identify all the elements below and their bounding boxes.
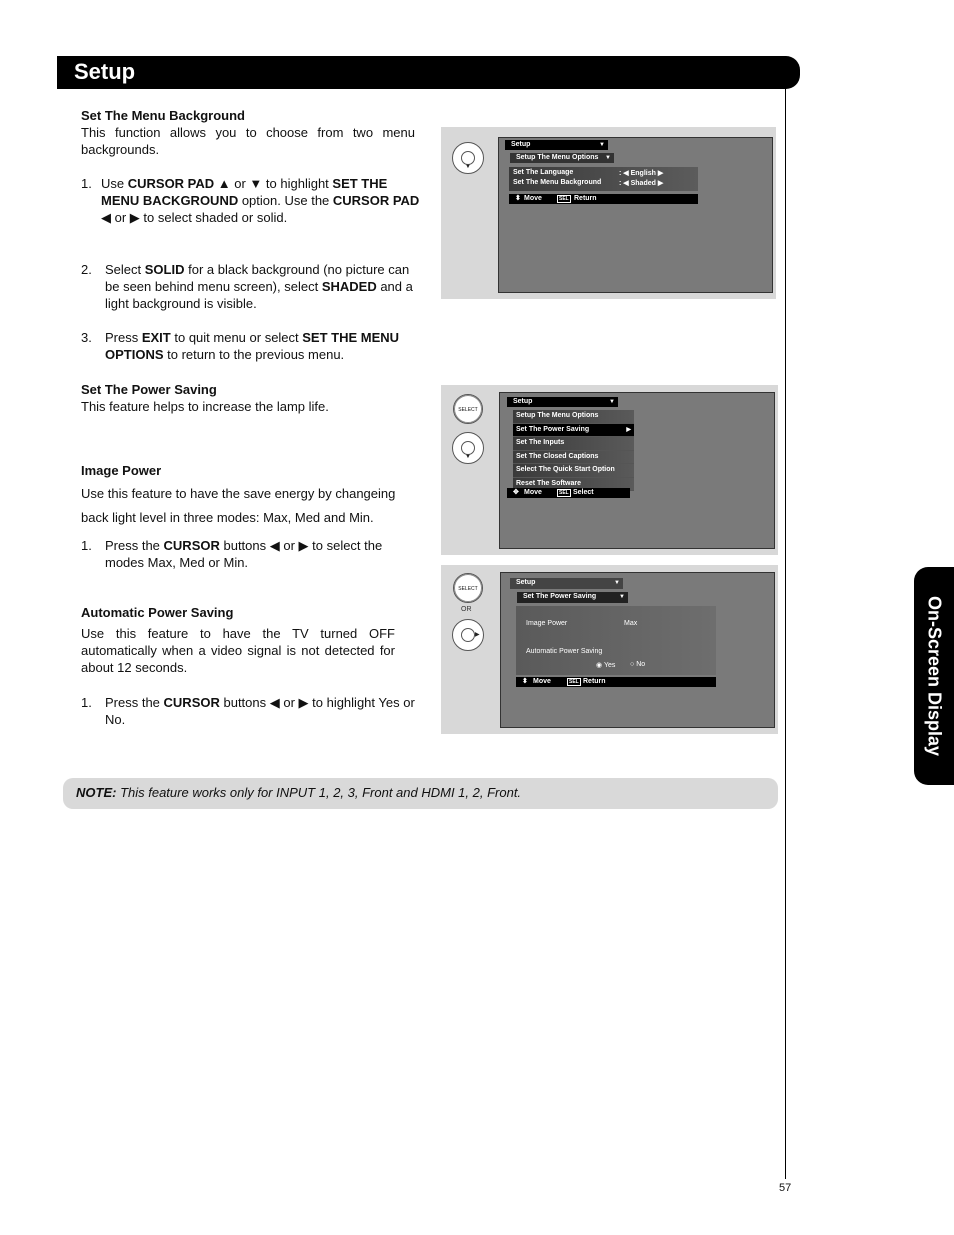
setup-menu-list [513,410,634,491]
vertical-rule [785,89,786,1179]
radio-no[interactable]: ○ No [630,661,646,668]
power-saving-options-panel [516,606,716,675]
move-arrows-icon: ⬍ [522,678,528,685]
move-arrows-icon: ✥ [513,489,519,496]
move-arrows-icon: ⬍ [515,195,521,202]
sel-key-icon: SEL [569,679,579,685]
section-heading-menu-background: Set The Menu Background [81,108,245,123]
step-1-auto-power-saving [81,694,415,730]
image-power-label: Image Power [526,620,568,627]
page-title: Setup [74,59,136,84]
step-1-menu-background [81,175,425,229]
select-button-icon: SELECT [453,573,483,603]
submenu-title-bar: Set The Power Saving ▼ [517,592,628,603]
image-power-value[interactable]: Max [624,620,638,627]
sel-key-icon: SEL [559,196,569,202]
step-text: Select SOLID for a black background (no picture can be seen behind menu screen), select SHADED and a light background is visible. [105,262,413,311]
step-text: Press the CURSOR buttons ◀ or ▶ to highlight Yes or No. [105,695,415,727]
section-intro-auto-power-saving: Use this feature to have the TV turned OFF automatically when a video signal is not detected for about 12 seconds. [81,626,395,675]
menu-footer-bar: ⬍ Move SEL Return [509,194,698,204]
radio-empty-icon: ○ [630,661,635,668]
cursor-pad-icon: ▼ [452,432,484,464]
arrow-right-icon: ▶ [626,426,631,433]
menu-title-bar: Setup ▼ [510,578,623,589]
menu-title-bar: Setup ▼ [507,397,618,407]
page-header-bar [57,56,800,89]
section-intro-image-power-line1: Use this feature to have the save energy by changeing [81,486,396,501]
step-3-menu-background [81,329,421,365]
step-text: Press EXIT to quit menu or select SET THE MENU OPTIONS to return to the previous menu. [105,330,400,362]
step-2-menu-background [81,261,415,315]
section-heading-auto-power-saving: Automatic Power Saving [81,605,234,620]
radio-selected-icon: ◉ [596,662,603,669]
page-number: 57 [779,1182,792,1194]
menu-footer-bar: ✥ Move SEL Select [507,488,630,498]
section-heading-power-saving: Set The Power Saving [81,382,217,397]
step-number: 1. [81,695,92,710]
sel-key-icon: SEL [559,490,569,496]
menu-item-reset-software[interactable]: Reset The Software [513,478,634,492]
cursor-pad-icon: ▼ [452,142,484,174]
section-intro-power-saving: This feature helps to increase the lamp life. [81,399,329,414]
step-1-image-power [81,537,415,573]
menu-item-power-saving[interactable]: Set The Power Saving ▶ [513,424,634,438]
section-heading-image-power: Image Power [81,463,162,478]
option-value-language[interactable]: : ◀ English ▶ [619,170,664,177]
menu-item-quick-start[interactable]: Select The Quick Start Option [513,464,634,478]
auto-power-saving-label: Automatic Power Saving [526,648,603,655]
note-box [63,778,778,809]
menu-item-inputs[interactable]: Set The Inputs [513,437,634,451]
option-label-language: Set The Language [513,169,574,176]
select-button-icon: SELECT [453,394,483,424]
step-text: Use CURSOR PAD ▲ or ▼ to highlight SET THE MENU BACKGROUND option. Use the CURSOR PAD ◀ or ▶ to select shaded or solid. [101,176,420,225]
step-number: 3. [81,330,92,345]
menu-item-closed-captions[interactable]: Set The Closed Captions [513,451,634,465]
or-label: OR [461,606,472,613]
section-intro-menu-background: This function allows you to choose from two menu backgrounds. [81,125,415,157]
cursor-pad-icon: ▶ [452,619,484,651]
menu-item-setup-menu-options[interactable]: Setup The Menu Options [513,410,634,424]
submenu-title-bar: Setup The Menu Options ▼ [510,153,614,163]
menu-options-list [509,167,698,191]
step-number: 2. [81,262,92,277]
step-number: 1. [81,176,92,191]
side-tab-label: On-Screen Display [924,595,945,757]
radio-yes[interactable]: ◉ Yes [596,662,616,669]
step-text: Press the CURSOR buttons ◀ or ▶ to select the modes Max, Med or Min. [105,538,383,570]
option-value-menu-background[interactable]: : ◀ Shaded ▶ [619,180,664,187]
note-text: NOTE: This feature works only for INPUT 1, 2, 3, Front and HDMI 1, 2, Front. [76,785,522,800]
menu-title-bar: Setup ▼ [505,140,608,150]
menu-footer-bar: ⬍ Move SEL Return [516,677,716,687]
option-label-menu-background: Set The Menu Background [513,179,602,186]
section-intro-image-power-line2: back light level in three modes: Max, Med and Min. [81,510,374,525]
section-side-tab [914,567,954,785]
step-number: 1. [81,538,92,553]
